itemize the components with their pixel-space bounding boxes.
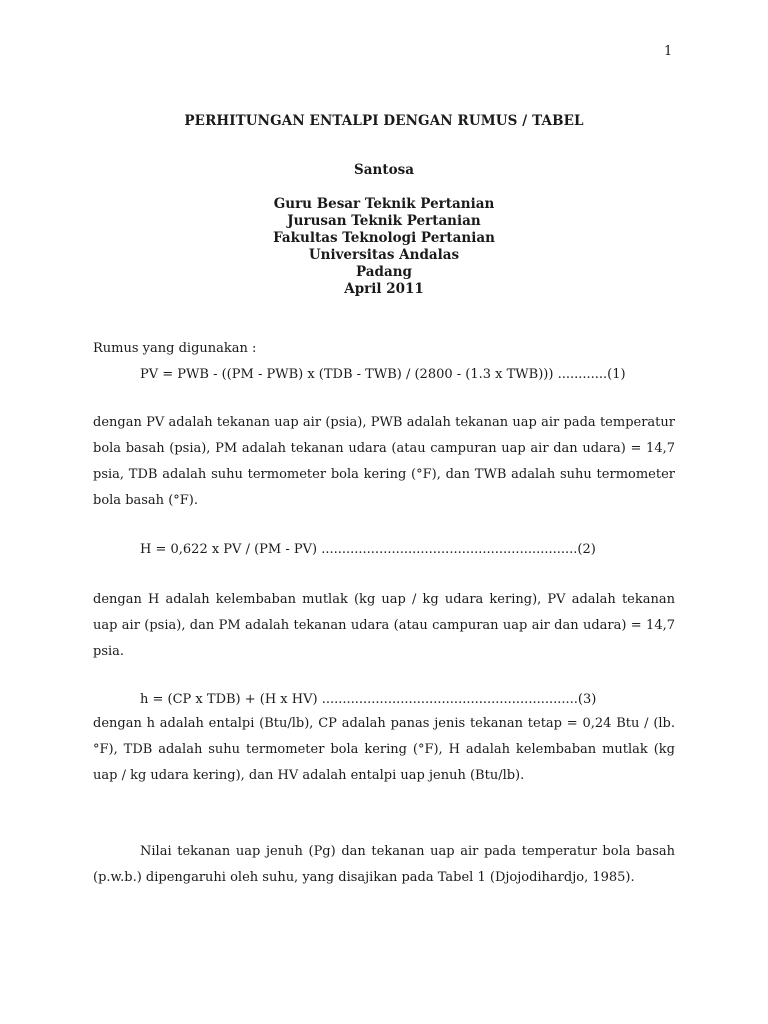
affiliation-faculty: Fakultas Teknologi Pertanian — [273, 230, 495, 246]
intro-text: Rumus yang digunakan : — [93, 341, 257, 356]
affiliation-city: Padang — [356, 264, 412, 280]
formula-3: h = (CP x TDB) + (H x HV) ..............................................................(3) — [140, 692, 597, 707]
author-name: Santosa — [354, 162, 414, 178]
page-number: 1 — [664, 44, 673, 59]
affiliation-department: Jurusan Teknik Pertanian — [287, 213, 481, 229]
paragraph-1: dengan PV adalah tekanan uap air (psia), PWB adalah tekanan uap air pada temperatur bola basah (psia), PM adalah tekanan udara (atau campuran uap air dan udara) = 14,7 psia, TDB adalah suhu termometer bola kering (°F), dan TWB adalah suhu termometer bola basah (°F). — [93, 415, 675, 508]
paragraph-2: dengan H adalah kelembaban mutlak (kg uap / kg udara kering), PV adalah tekanan uap air (psia), dan PM adalah tekanan udara (atau campuran uap air dan udara) = 14,7 psia. — [93, 592, 675, 659]
paragraph-4: Nilai tekanan uap jenuh (Pg) dan tekanan uap air pada temperatur bola basah (p.w.b.) dipengaruhi oleh suhu, yang disajikan pada Tabel 1 (Djojodihardjo, 1985). — [93, 844, 675, 885]
document-title: PERHITUNGAN ENTALPI DENGAN RUMUS / TABEL — [184, 113, 584, 129]
affiliation-date: April 2011 — [344, 281, 424, 297]
paragraph-3: dengan h adalah entalpi (Btu/lb), CP adalah panas jenis tekanan tetap = 0,24 Btu / (lb.°F), TDB adalah suhu termometer bola kering (°F), H adalah kelembaban mutlak (kg uap / kg udara kering), dan HV adalah entalpi uap jenuh (Btu/lb). — [93, 716, 675, 783]
formula-1: PV = PWB - ((PM - PWB) x (TDB - TWB) / (2800 - (1.3 x TWB))) ............(1) — [140, 367, 626, 382]
formula-2: H = 0,622 x PV / (PM - PV) ..............................................................(2) — [140, 542, 596, 557]
affiliation-title: Guru Besar Teknik Pertanian — [273, 196, 495, 212]
author-block — [0, 162, 768, 179]
affiliation-block — [0, 196, 768, 298]
affiliation-university: Universitas Andalas — [308, 247, 460, 263]
